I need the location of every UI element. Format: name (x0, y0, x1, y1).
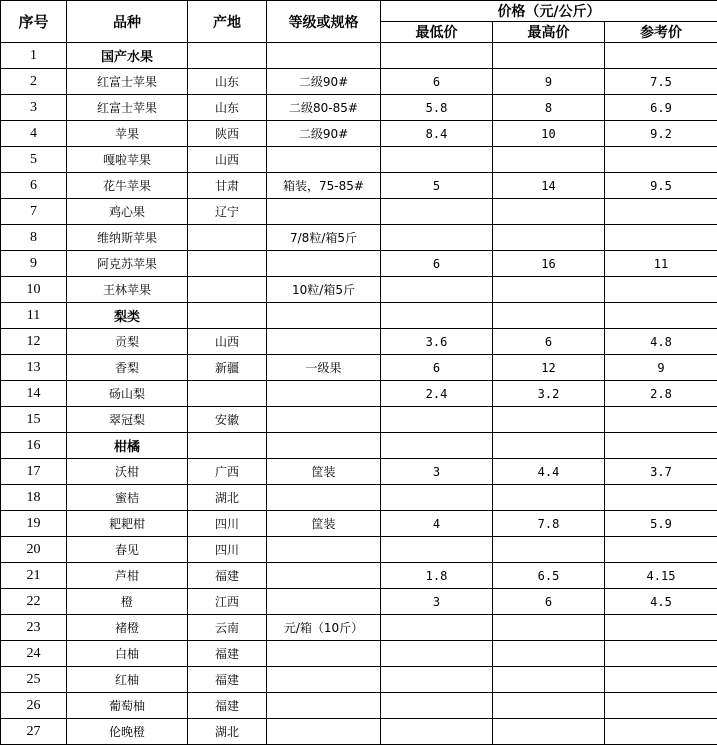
cell-index: 13 (1, 355, 67, 381)
cell-variety: 伦晚橙 (67, 719, 188, 745)
cell-grade (267, 667, 381, 693)
table-row (1, 667, 717, 693)
table-row (1, 693, 717, 719)
cell-min-price (381, 537, 493, 563)
cell-max-price (493, 485, 605, 511)
cell-origin (188, 303, 267, 329)
table-row (1, 641, 717, 667)
cell-max-price: 9 (493, 69, 605, 95)
cell-index: 5 (1, 147, 67, 173)
cell-ref-price (605, 693, 717, 719)
cell-max-price: 3.2 (493, 381, 605, 407)
cell-ref-price: 4.8 (605, 329, 717, 355)
cell-grade (267, 43, 381, 69)
cell-min-price (381, 225, 493, 251)
cell-ref-price: 4.5 (605, 589, 717, 615)
cell-ref-price: 9 (605, 355, 717, 381)
cell-index: 12 (1, 329, 67, 355)
cell-max-price (493, 641, 605, 667)
cell-ref-price: 3.7 (605, 459, 717, 485)
cell-variety: 红富士苹果 (67, 95, 188, 121)
cell-origin: 四川 (188, 537, 267, 563)
cell-ref-price (605, 641, 717, 667)
cell-grade: 筐装 (267, 459, 381, 485)
cell-origin (188, 433, 267, 459)
cell-grade: 7/8粒/箱5斤 (267, 225, 381, 251)
cell-index: 14 (1, 381, 67, 407)
cell-index: 16 (1, 433, 67, 459)
cell-index: 22 (1, 589, 67, 615)
cell-variety: 香梨 (67, 355, 188, 381)
cell-ref-price: 4.15 (605, 563, 717, 589)
category-row (1, 43, 717, 69)
cell-min-price (381, 147, 493, 173)
cell-index: 3 (1, 95, 67, 121)
cell-variety: 白柚 (67, 641, 188, 667)
cell-ref-price (605, 199, 717, 225)
cell-variety: 贡梨 (67, 329, 188, 355)
table-row (1, 121, 717, 147)
cell-min-price (381, 433, 493, 459)
cell-max-price (493, 225, 605, 251)
cell-max-price (493, 277, 605, 303)
cell-grade (267, 251, 381, 277)
cell-max-price (493, 433, 605, 459)
table-row (1, 199, 717, 225)
cell-max-price: 14 (493, 173, 605, 199)
cell-max-price (493, 693, 605, 719)
cell-min-price: 3 (381, 589, 493, 615)
cell-variety: 褚橙 (67, 615, 188, 641)
cell-min-price (381, 667, 493, 693)
cell-index: 17 (1, 459, 67, 485)
table-row (1, 277, 717, 303)
cell-index: 2 (1, 69, 67, 95)
cell-variety: 橙 (67, 589, 188, 615)
cell-origin: 甘肃 (188, 173, 267, 199)
cell-grade (267, 433, 381, 459)
table-row (1, 485, 717, 511)
cell-origin: 安徽 (188, 407, 267, 433)
cell-variety: 翠冠梨 (67, 407, 188, 433)
cell-min-price: 8.4 (381, 121, 493, 147)
table-row (1, 615, 717, 641)
cell-grade (267, 303, 381, 329)
cell-index: 19 (1, 511, 67, 537)
cell-min-price: 5 (381, 173, 493, 199)
table-row (1, 589, 717, 615)
cell-min-price: 2.4 (381, 381, 493, 407)
table-row (1, 225, 717, 251)
cell-origin (188, 43, 267, 69)
cell-origin: 山西 (188, 329, 267, 355)
cell-ref-price: 9.5 (605, 173, 717, 199)
cell-max-price: 6.5 (493, 563, 605, 589)
cell-index: 7 (1, 199, 67, 225)
table-row (1, 537, 717, 563)
cell-grade (267, 329, 381, 355)
cell-index: 24 (1, 641, 67, 667)
cell-ref-price (605, 537, 717, 563)
table-row (1, 563, 717, 589)
cell-min-price: 3.6 (381, 329, 493, 355)
cell-variety: 嘎啦苹果 (67, 147, 188, 173)
cell-max-price: 16 (493, 251, 605, 277)
cell-index: 11 (1, 303, 67, 329)
cell-origin (188, 251, 267, 277)
cell-min-price (381, 277, 493, 303)
cell-index: 4 (1, 121, 67, 147)
cell-origin: 陕西 (188, 121, 267, 147)
cell-min-price: 6 (381, 69, 493, 95)
cell-grade: 二级80-85# (267, 95, 381, 121)
cell-ref-price: 7.5 (605, 69, 717, 95)
cell-origin: 新疆 (188, 355, 267, 381)
cell-grade (267, 381, 381, 407)
cell-index: 20 (1, 537, 67, 563)
cell-origin: 四川 (188, 511, 267, 537)
cell-ref-price (605, 277, 717, 303)
category-row (1, 303, 717, 329)
cell-index: 26 (1, 693, 67, 719)
cell-ref-price (605, 433, 717, 459)
cell-min-price: 1.8 (381, 563, 493, 589)
cell-min-price: 5.8 (381, 95, 493, 121)
cell-max-price (493, 407, 605, 433)
cell-variety: 蜜桔 (67, 485, 188, 511)
cell-grade (267, 641, 381, 667)
cell-max-price (493, 147, 605, 173)
table-row (1, 173, 717, 199)
cell-ref-price: 2.8 (605, 381, 717, 407)
cell-origin: 广西 (188, 459, 267, 485)
cell-origin (188, 381, 267, 407)
cell-ref-price (605, 407, 717, 433)
cell-max-price: 4.4 (493, 459, 605, 485)
cell-variety: 砀山梨 (67, 381, 188, 407)
cell-max-price: 12 (493, 355, 605, 381)
cell-variety: 红柚 (67, 667, 188, 693)
cell-origin: 湖北 (188, 719, 267, 745)
cell-grade: 二级90# (267, 121, 381, 147)
cell-min-price (381, 641, 493, 667)
cell-variety: 国产水果 (67, 43, 188, 69)
cell-variety: 梨类 (67, 303, 188, 329)
table-row (1, 511, 717, 537)
cell-min-price: 6 (381, 251, 493, 277)
cell-variety: 葡萄柚 (67, 693, 188, 719)
cell-index: 18 (1, 485, 67, 511)
cell-variety: 耙耙柑 (67, 511, 188, 537)
category-row (1, 433, 717, 459)
cell-max-price (493, 199, 605, 225)
cell-variety: 王林苹果 (67, 277, 188, 303)
cell-index: 9 (1, 251, 67, 277)
cell-grade (267, 199, 381, 225)
cell-ref-price (605, 225, 717, 251)
cell-min-price: 4 (381, 511, 493, 537)
table-header (1, 1, 717, 43)
cell-index: 21 (1, 563, 67, 589)
cell-min-price: 3 (381, 459, 493, 485)
cell-min-price (381, 407, 493, 433)
cell-max-price (493, 615, 605, 641)
table-body (1, 43, 717, 745)
cell-origin: 山西 (188, 147, 267, 173)
cell-ref-price: 11 (605, 251, 717, 277)
cell-origin: 辽宁 (188, 199, 267, 225)
cell-index: 15 (1, 407, 67, 433)
cell-grade: 一级果 (267, 355, 381, 381)
table-row (1, 95, 717, 121)
cell-index: 6 (1, 173, 67, 199)
table-row (1, 407, 717, 433)
cell-index: 23 (1, 615, 67, 641)
cell-ref-price (605, 615, 717, 641)
cell-ref-price (605, 667, 717, 693)
cell-variety: 鸡心果 (67, 199, 188, 225)
header-origin: 产地 (188, 1, 267, 43)
cell-max-price: 10 (493, 121, 605, 147)
cell-grade (267, 563, 381, 589)
cell-grade: 箱装，75-85# (267, 173, 381, 199)
table-row (1, 147, 717, 173)
cell-variety: 春见 (67, 537, 188, 563)
cell-index: 27 (1, 719, 67, 745)
table-row (1, 69, 717, 95)
cell-max-price (493, 537, 605, 563)
header-price-group: 价格（元/公斤） (381, 1, 717, 22)
cell-min-price (381, 303, 493, 329)
cell-max-price (493, 43, 605, 69)
cell-grade (267, 693, 381, 719)
cell-max-price (493, 303, 605, 329)
table-row (1, 459, 717, 485)
cell-variety: 沃柑 (67, 459, 188, 485)
cell-max-price (493, 667, 605, 693)
cell-min-price (381, 693, 493, 719)
cell-origin: 云南 (188, 615, 267, 641)
cell-min-price (381, 615, 493, 641)
cell-grade (267, 589, 381, 615)
cell-max-price: 6 (493, 589, 605, 615)
header-index: 序号 (1, 1, 67, 43)
cell-variety: 维纳斯苹果 (67, 225, 188, 251)
cell-origin: 山东 (188, 69, 267, 95)
header-grade: 等级或规格 (267, 1, 381, 43)
cell-origin: 江西 (188, 589, 267, 615)
cell-ref-price (605, 485, 717, 511)
cell-origin: 山东 (188, 95, 267, 121)
cell-index: 25 (1, 667, 67, 693)
cell-index: 8 (1, 225, 67, 251)
table-row (1, 251, 717, 277)
cell-ref-price (605, 43, 717, 69)
cell-grade (267, 537, 381, 563)
cell-origin (188, 277, 267, 303)
cell-grade: 10粒/箱5斤 (267, 277, 381, 303)
cell-min-price (381, 199, 493, 225)
cell-ref-price: 5.9 (605, 511, 717, 537)
cell-variety: 阿克苏苹果 (67, 251, 188, 277)
cell-origin: 福建 (188, 667, 267, 693)
cell-grade (267, 147, 381, 173)
cell-ref-price: 6.9 (605, 95, 717, 121)
cell-min-price (381, 485, 493, 511)
cell-grade: 二级90# (267, 69, 381, 95)
header-max-price: 最高价 (493, 22, 605, 43)
cell-max-price: 6 (493, 329, 605, 355)
cell-origin: 福建 (188, 641, 267, 667)
cell-ref-price: 9.2 (605, 121, 717, 147)
cell-max-price: 8 (493, 95, 605, 121)
cell-ref-price (605, 147, 717, 173)
header-ref-price: 参考价 (605, 22, 717, 43)
table-row (1, 381, 717, 407)
cell-index: 10 (1, 277, 67, 303)
cell-variety: 红富士苹果 (67, 69, 188, 95)
cell-origin: 福建 (188, 563, 267, 589)
cell-variety: 花牛苹果 (67, 173, 188, 199)
cell-grade (267, 407, 381, 433)
cell-origin (188, 225, 267, 251)
cell-origin: 福建 (188, 693, 267, 719)
table-row (1, 355, 717, 381)
cell-min-price: 6 (381, 355, 493, 381)
cell-index: 1 (1, 43, 67, 69)
cell-min-price (381, 43, 493, 69)
header-min-price: 最低价 (381, 22, 493, 43)
cell-origin: 湖北 (188, 485, 267, 511)
table-row (1, 329, 717, 355)
cell-variety: 芦柑 (67, 563, 188, 589)
header-variety: 品种 (67, 1, 188, 43)
cell-grade: 筐装 (267, 511, 381, 537)
cell-grade (267, 485, 381, 511)
cell-grade: 元/箱（10斤） (267, 615, 381, 641)
cell-ref-price (605, 303, 717, 329)
cell-variety: 柑橘 (67, 433, 188, 459)
cell-variety: 苹果 (67, 121, 188, 147)
cell-max-price: 7.8 (493, 511, 605, 537)
